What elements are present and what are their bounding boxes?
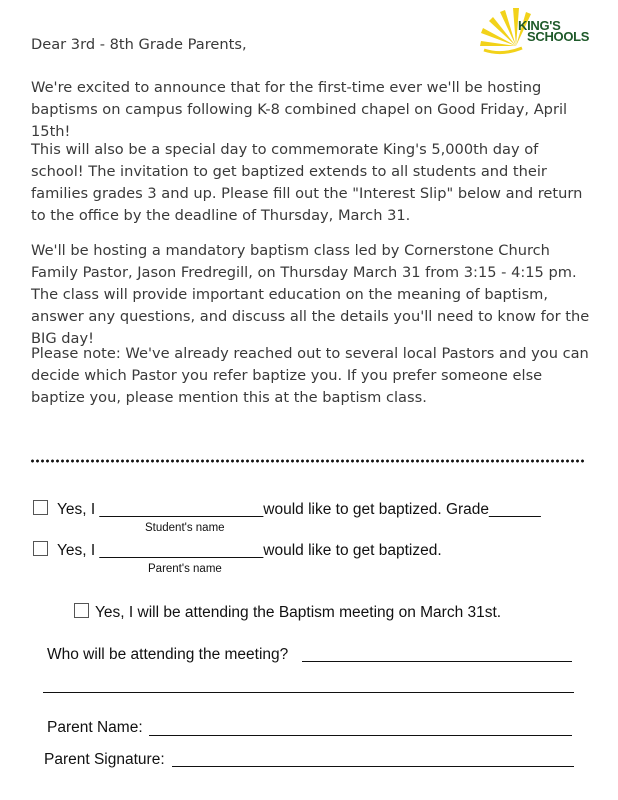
student-baptism-checkbox[interactable] [33,500,48,515]
paragraph-announcement: We're excited to announce that for the first-time ever we'll be hosting baptisms on campus following K-8 combined chapel on Good Friday, April 15th! [31,79,568,140]
paragraph-baptism-class: We'll be hosting a mandatory baptism class led by Cornerstone Church Family Pastor, Jason Fredregill, on Thursday March 31 from 3:15 - 4:15 pm. The class will provide important education on the meaning of baptism, answer any questions, and discuss all the details you'll need to know for the BIG day! [31,242,590,347]
greeting: Dear 3rd - 8th Grade Parents, [31,36,247,53]
meeting-attendance-text: Yes, I will be attending the Baptism meeting on March 31st. [95,604,502,621]
who-attending-label: Who will be attending the meeting? [47,646,289,663]
student-baptism-row [33,500,541,520]
student-baptism-text: Yes, I ___________________would like to get baptized. Grade______ [57,501,541,518]
parent-baptism-text: Yes, I ___________________would like to get baptized. [57,542,442,559]
meeting-attendance-checkbox[interactable] [74,603,89,618]
parent-name-field[interactable] [149,735,572,736]
parent-name-caption: Parent's name [148,563,222,575]
dotted-cut-line [30,458,586,464]
meeting-attendance-row [74,603,501,623]
logo-line-1: KING'S [518,18,561,33]
logo-line-2: SCHOOLS [527,29,590,44]
paragraph-commemorate: This will also be a special day to commemorate King's 5,000th day of school! The invitation to get baptized extends to all students and their families grades 3 and up. Please fill out the "Interest Slip" below and return to the office by the deadline of Thursday, March 31. [31,141,583,224]
who-attending-field[interactable] [302,661,572,662]
who-attending-extra-line[interactable] [43,692,574,693]
parent-baptism-checkbox[interactable] [33,541,48,556]
parent-signature-field[interactable] [172,766,574,767]
parent-baptism-row [33,541,442,561]
paragraph-note: Please note: We've already reached out to several local Pastors and you can decide which Pastor you refer baptize you. If you prefer someone else baptize you, please mention this at the baptism class. [31,345,589,406]
student-name-caption: Student's name [145,522,225,534]
parent-name-label: Parent Name: [47,719,143,736]
parent-signature-label: Parent Signature: [44,751,165,768]
